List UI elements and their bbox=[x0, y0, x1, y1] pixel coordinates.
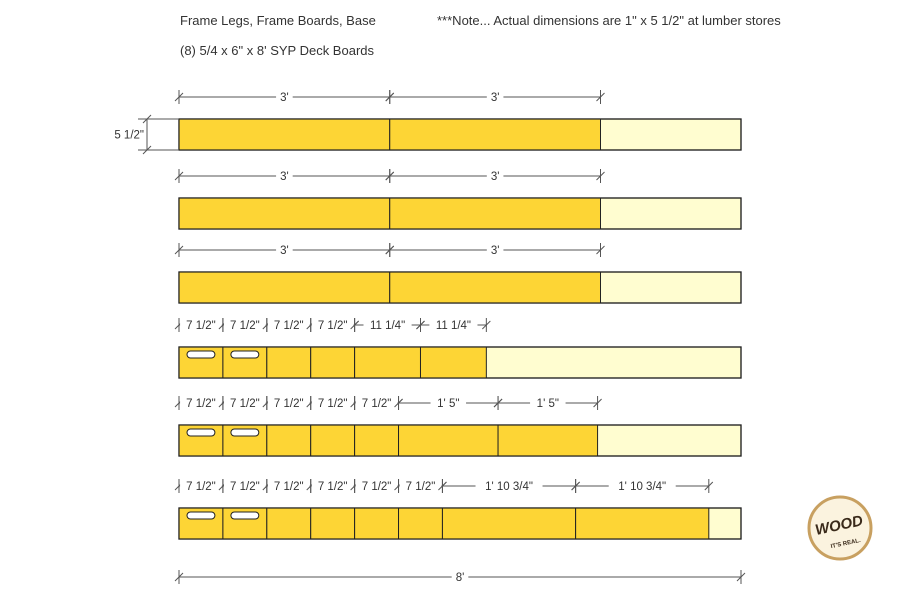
board-piece bbox=[399, 508, 443, 539]
board bbox=[179, 272, 741, 303]
board bbox=[179, 119, 741, 150]
slot-cutout bbox=[231, 351, 259, 358]
piece-dimension-label: 3' bbox=[280, 171, 289, 183]
board-piece bbox=[179, 119, 390, 150]
lumber-note: ***Note... Actual dimensions are 1" x 5 1/2" at lumber stores bbox=[437, 13, 781, 28]
slot-cutout bbox=[231, 429, 259, 436]
logo-word: WOOD bbox=[813, 512, 865, 539]
board-piece bbox=[390, 272, 601, 303]
diagram-subtitle: (8) 5/4 x 6" x 8' SYP Deck Boards bbox=[180, 43, 374, 58]
overall-length-dimension-label: 8' bbox=[455, 572, 465, 584]
piece-dimension-label: 1' 5" bbox=[437, 398, 460, 410]
board-piece bbox=[311, 347, 355, 378]
board bbox=[179, 508, 741, 539]
piece-dimension-label: 7 1/2" bbox=[186, 398, 216, 410]
logo-tagline: IT'S REAL. bbox=[830, 537, 862, 551]
board-piece bbox=[179, 272, 390, 303]
board-piece bbox=[267, 508, 311, 539]
piece-dimension-label: 7 1/2" bbox=[230, 481, 260, 493]
piece-dimension-label: 11 1/4" bbox=[369, 320, 406, 332]
board bbox=[179, 198, 741, 229]
piece-dimension-label: 1' 10 3/4" bbox=[618, 481, 667, 493]
slot-cutout bbox=[187, 351, 215, 358]
piece-dimension-label: 1' 10 3/4" bbox=[485, 481, 533, 493]
piece-dimension-label: 7 1/2" bbox=[186, 320, 216, 332]
piece-dimension-label: 3' bbox=[280, 245, 289, 257]
slot-cutout bbox=[187, 512, 215, 519]
piece-dimension-label: 7 1/2" bbox=[273, 320, 304, 332]
piece-dimension-label: 7 1/2" bbox=[230, 398, 260, 410]
piece-dimension-label: 1' 5" bbox=[536, 398, 559, 410]
piece-dimension-label: 7 1/2" bbox=[273, 481, 304, 493]
board-piece bbox=[390, 198, 601, 229]
board-piece bbox=[420, 347, 486, 378]
piece-dimension-label: 7 1/2" bbox=[230, 320, 260, 332]
board-piece bbox=[267, 347, 311, 378]
board-piece bbox=[267, 425, 311, 456]
board-piece bbox=[390, 119, 601, 150]
board bbox=[179, 347, 741, 378]
board-piece bbox=[498, 425, 598, 456]
board-piece bbox=[311, 425, 355, 456]
board-piece bbox=[399, 425, 499, 456]
piece-dimension-label: 7 1/2" bbox=[317, 320, 348, 332]
piece-dimension-label: 7 1/2" bbox=[361, 398, 392, 410]
board-width-label: 5 1/2" bbox=[114, 129, 144, 142]
board-piece bbox=[179, 198, 390, 229]
piece-dimension-label: 7 1/2" bbox=[273, 398, 304, 410]
piece-dimension-label: 3' bbox=[490, 92, 500, 104]
slot-cutout bbox=[187, 429, 215, 436]
board-piece bbox=[355, 425, 399, 456]
piece-dimension-label: 7 1/2" bbox=[317, 398, 348, 410]
wood-logo bbox=[809, 497, 871, 559]
piece-dimension-label: 7 1/2" bbox=[361, 481, 392, 493]
board bbox=[179, 425, 741, 456]
board-piece bbox=[442, 508, 575, 539]
board-piece bbox=[355, 508, 399, 539]
board-piece bbox=[311, 508, 355, 539]
board-piece bbox=[576, 508, 709, 539]
slot-cutout bbox=[231, 512, 259, 519]
piece-dimension-label: 7 1/2" bbox=[317, 481, 348, 493]
piece-dimension-label: 3' bbox=[280, 92, 289, 104]
board-piece bbox=[355, 347, 421, 378]
piece-dimension-label: 11 1/4" bbox=[435, 320, 472, 332]
piece-dimension-label: 3' bbox=[490, 245, 500, 257]
diagram-title: Frame Legs, Frame Boards, Base bbox=[180, 13, 376, 28]
piece-dimension-label: 7 1/2" bbox=[405, 481, 436, 493]
piece-dimension-label: 3' bbox=[490, 171, 500, 183]
piece-dimension-label: 7 1/2" bbox=[186, 481, 216, 493]
